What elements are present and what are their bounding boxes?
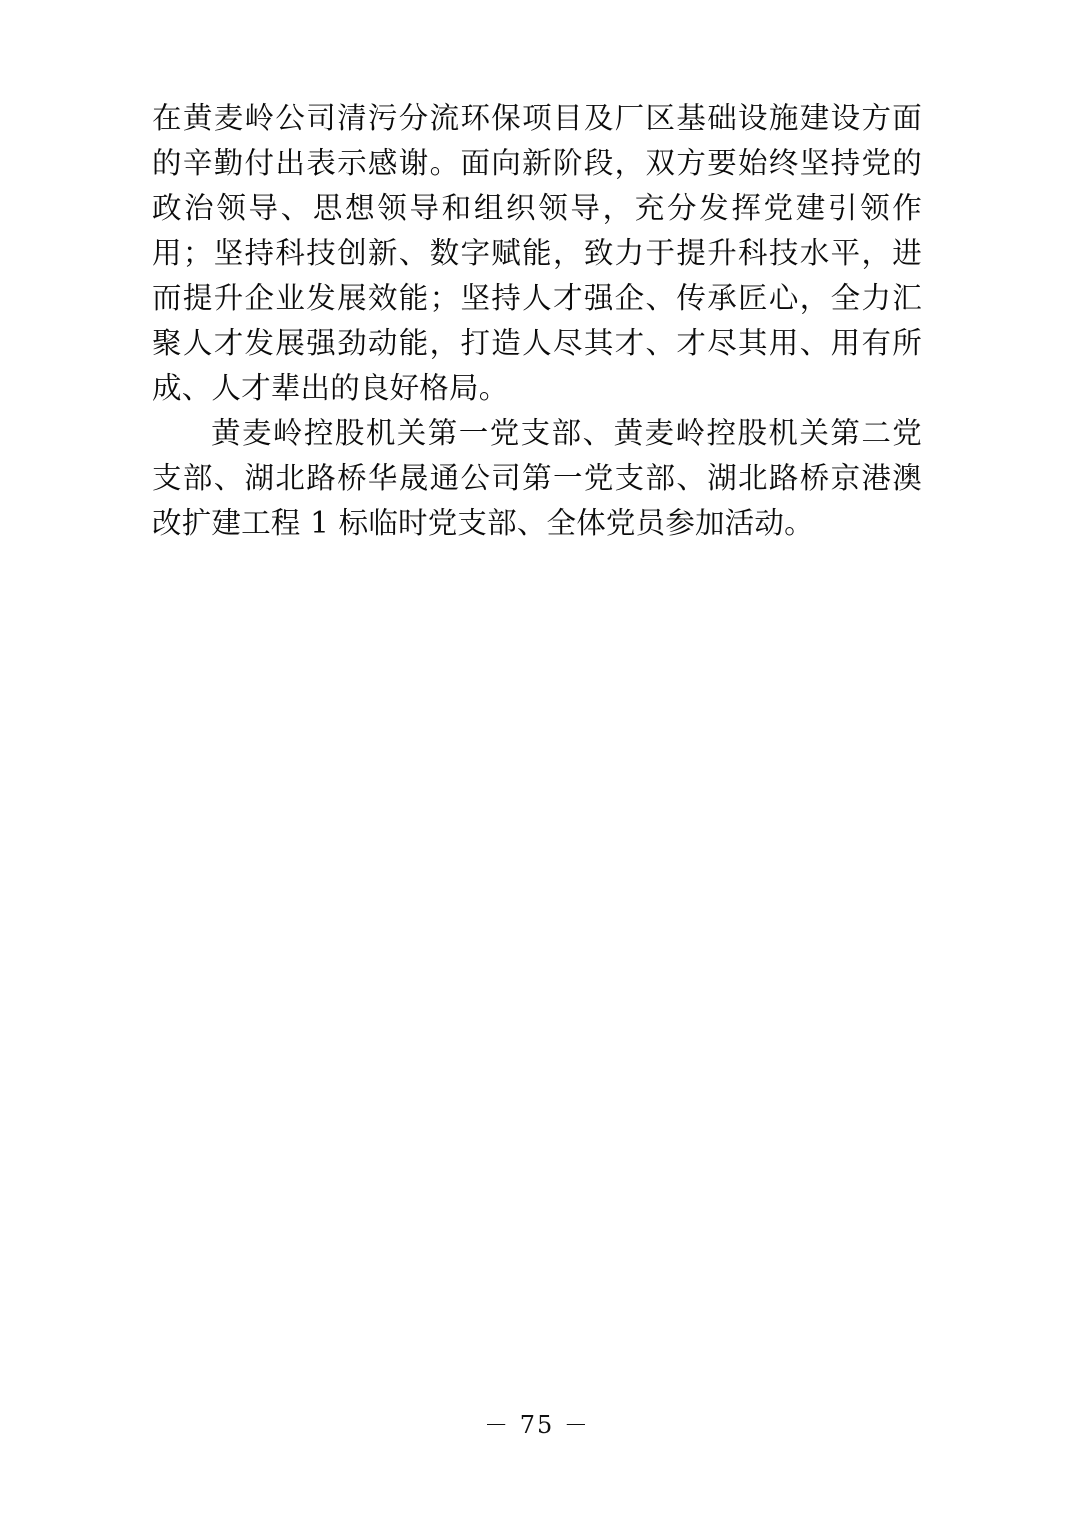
body-paragraph-1: 在黄麦岭公司清污分流环保项目及厂区基础设施建设方面的辛勤付出表示感谢。面向新阶段，双方要始终坚持党的政治领导、思想领导和组织领导，充分发挥党建引领作用；坚持科技创新、数字赋能，致力于提升科技水平，进而提升企业发展效能；坚持人才强企、传承匠心，全力汇聚人才发展强劲动能，打造人尽其才、才尽其用、用有所成、人才辈出的良好格局。 <box>152 101 922 405</box>
body-paragraph-2: 黄麦岭控股机关第一党支部、黄麦岭控股机关第二党支部、湖北路桥华晟通公司第一党支部、湖北路桥京港澳改扩建工程 1 标临时党支部、全体党员参加活动。 <box>152 416 922 540</box>
page-body <box>152 96 922 546</box>
page-number-footer: － 75 － <box>484 1411 590 1439</box>
